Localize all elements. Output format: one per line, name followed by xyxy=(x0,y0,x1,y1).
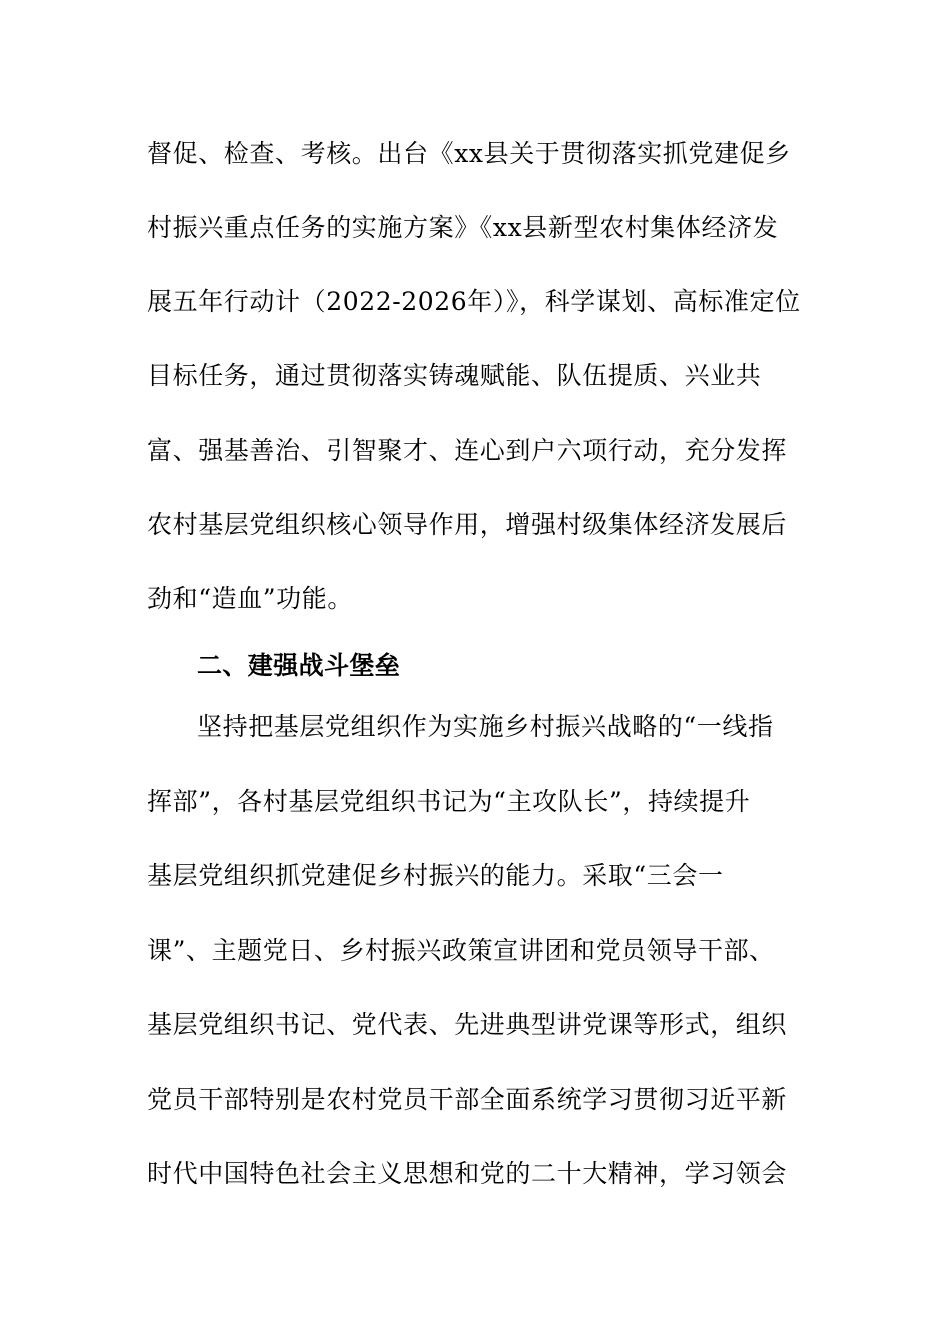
section-line-5: 基层党组织书记、党代表、先进典型讲党课等形式，组织 xyxy=(147,1010,788,1039)
section-line-7: 时代中国特色社会主义思想和党的二十大精神，学习领会 xyxy=(147,1159,788,1188)
paragraph-line-1: 督促、检查、考核。出台《xx县关于贯彻落实抓党建促乡 xyxy=(147,139,791,168)
section-line-6: 党员干部特别是农村党员干部全面系统学习贯彻习近平新 xyxy=(147,1085,788,1114)
section-heading: 二、建强战斗堡垒 xyxy=(197,651,401,680)
paragraph-line-5: 富、强基善治、引智聚才、连心到户六项行动，充分发挥 xyxy=(147,436,788,465)
section-line-2: 挥部”，各村基层党组织书记为“主攻队长”，持续提升 xyxy=(147,787,751,816)
section-line-4: 课”、主题党日、乡村振兴政策宣讲团和党员领导干部、 xyxy=(147,936,775,965)
section-line-3: 基层党组织抓党建促乡村振兴的能力。采取“三会一 xyxy=(147,861,724,890)
section-line-1: 坚持把基层党组织作为实施乡村振兴战略的“一线指 xyxy=(197,712,774,741)
paragraph-line-6: 农村基层党组织核心领导作用，增强村级集体经济发展后 xyxy=(147,510,788,539)
paragraph-line-7: 劲和“造血”功能。 xyxy=(147,584,353,613)
paragraph-line-3: 展五年行动计（2022-2026年）》，科学谋划、高标准定位 xyxy=(147,287,801,316)
paragraph-line-2: 村振兴重点任务的实施方案》《xx县新型农村集体经济发 xyxy=(147,213,779,242)
paragraph-line-4: 目标任务，通过贯彻落实铸魂赋能、队伍提质、兴业共 xyxy=(147,361,762,390)
